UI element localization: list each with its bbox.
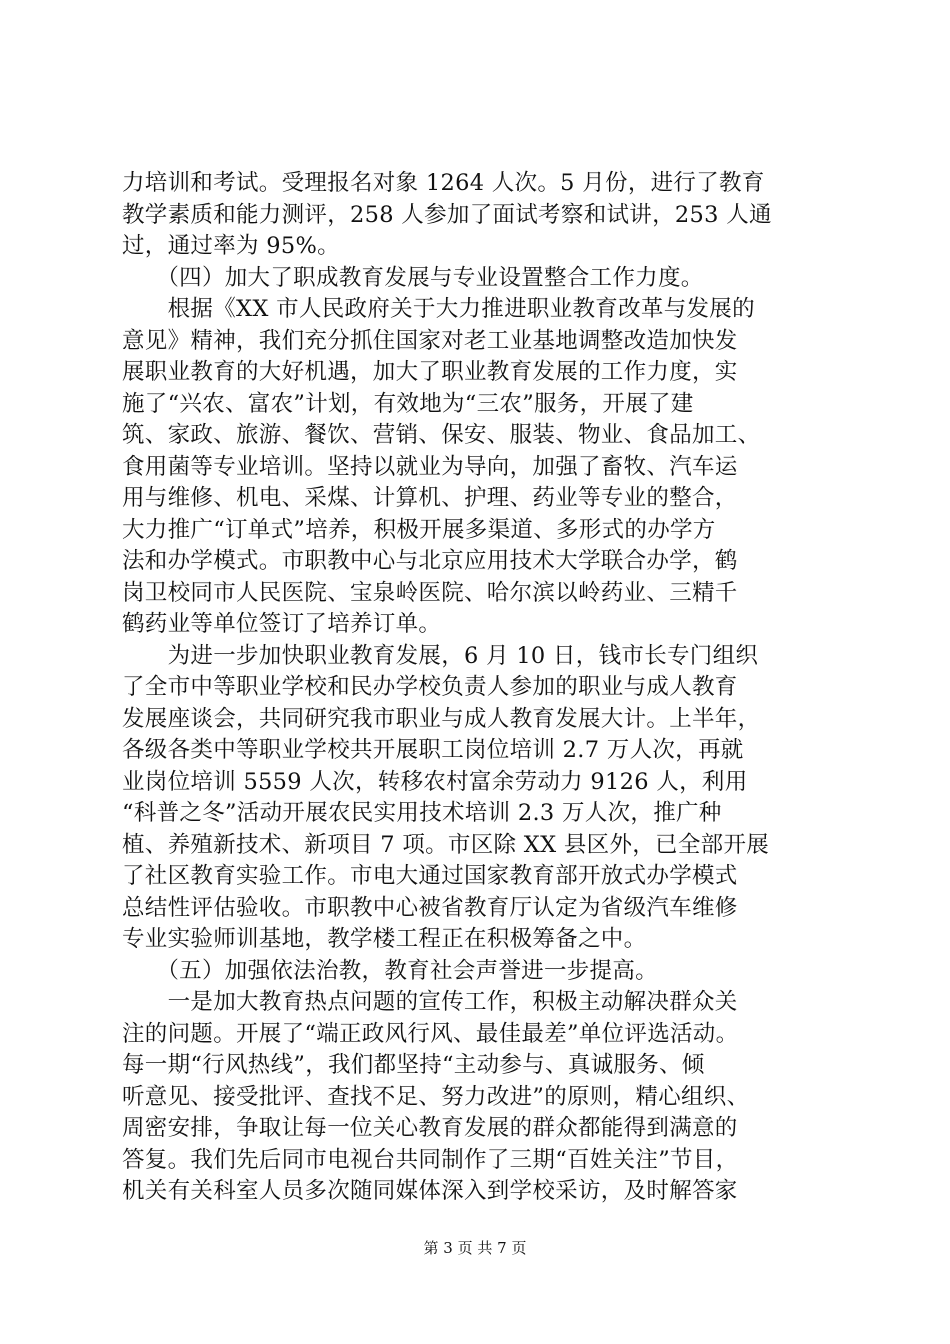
text-line: 总结性评估验收。市职教中心被省教育厅认定为省级汽车维修 bbox=[122, 894, 738, 921]
text-line: 专业实验师训基地，教学楼工程正在积极筹备之中。 bbox=[122, 926, 647, 952]
text-line: 大力推广“订单式”培养，积极开展多渠道、多形式的办学方 bbox=[122, 516, 716, 543]
text-line: （五）加强依法治教，教育社会声誉进一步提高。 bbox=[122, 957, 658, 984]
text-line: 过，通过率为 95%。 bbox=[122, 233, 340, 259]
text-line: 岗卫校同市人民医院、宝泉岭医院、哈尔滨以岭药业、三精千 bbox=[122, 579, 738, 606]
text-line: 机关有关科室人员多次随同媒体深入到学校采访，及时解答家 bbox=[122, 1178, 738, 1204]
text-line: 每一期“行风热线”，我们都坚持“主动参与、真诚服务、倾 bbox=[122, 1052, 705, 1078]
text-line: 注的问题。开展了“端正政风行风、最佳最差”单位评选活动。 bbox=[122, 1020, 739, 1047]
text-line: 筑、家政、旅游、餐饮、营销、保安、服装、物业、食品加工、 bbox=[122, 422, 761, 448]
text-line: 鹤药业等单位签订了培养订单。 bbox=[122, 611, 442, 637]
text-line: 听意见、接受批评、查找不足、努力改进”的原则，精心组织、 bbox=[122, 1083, 750, 1110]
text-line: （四）加大了职成教育发展与专业设置整合工作力度。 bbox=[122, 264, 704, 291]
text-line: 教学素质和能力测评，258 人参加了面试考察和试讲，253 人通 bbox=[122, 201, 772, 228]
text-line: 根据《XX 市人民政府关于大力推进职业教育改革与发展的 bbox=[122, 296, 755, 322]
text-line: 周密安排，争取让每一位关心教育发展的群众都能得到满意的 bbox=[122, 1115, 738, 1141]
text-line: 意见》精神，我们充分抓住国家对老工业基地调整改造加快发 bbox=[122, 327, 738, 354]
document-body bbox=[122, 168, 862, 1208]
text-line: 施了“兴农、富农”计划，有效地为“三农”服务，开展了建 bbox=[122, 390, 694, 417]
page-footer: 第 3 页 共 7 页 bbox=[423, 1239, 527, 1257]
text-line: 各级各类中等职业学校共开展职工岗位培训 2.7 万人次，再就 bbox=[122, 737, 744, 763]
text-line: 发展座谈会，共同研究我市职业与成人教育发展大计。上半年， bbox=[122, 705, 761, 732]
text-line: 植、养殖新技术、新项目 7 项。市区除 XX 县区外，已全部开展 bbox=[122, 831, 770, 858]
text-line: 法和办学模式。市职教中心与北京应用技术大学联合办学，鹤 bbox=[122, 548, 738, 574]
text-line: 一是加大教育热点问题的宣传工作，积极主动解决群众关 bbox=[122, 989, 738, 1015]
text-line: 食用菌等专业培训。坚持以就业为导向，加强了畜牧、汽车运 bbox=[122, 453, 738, 480]
text-line: 用与维修、机电、采煤、计算机、护理、药业等专业的整合， bbox=[122, 485, 738, 511]
text-line: 为进一步加快职业教育发展，6 月 10 日，钱市长专门组织 bbox=[122, 642, 759, 669]
text-line: 答复。我们先后同市电视台共同制作了三期“百姓关注”节目， bbox=[122, 1146, 739, 1173]
text-line: “科普之冬”活动开展农民实用技术培训 2.3 万人次，推广种 bbox=[122, 800, 722, 826]
text-line: 力培训和考试。受理报名对象 1264 人次。5 月份，进行了教育 bbox=[122, 170, 765, 196]
text-line: 了全市中等职业学校和民办学校负责人参加的职业与成人教育 bbox=[122, 674, 738, 700]
text-line: 展职业教育的大好机遇，加大了职业教育发展的工作力度，实 bbox=[122, 359, 738, 385]
text-line: 业岗位培训 5559 人次，转移农村富余劳动力 9126 人，利用 bbox=[122, 768, 748, 795]
text-line: 了社区教育实验工作。市电大通过国家教育部开放式办学模式 bbox=[122, 863, 738, 889]
